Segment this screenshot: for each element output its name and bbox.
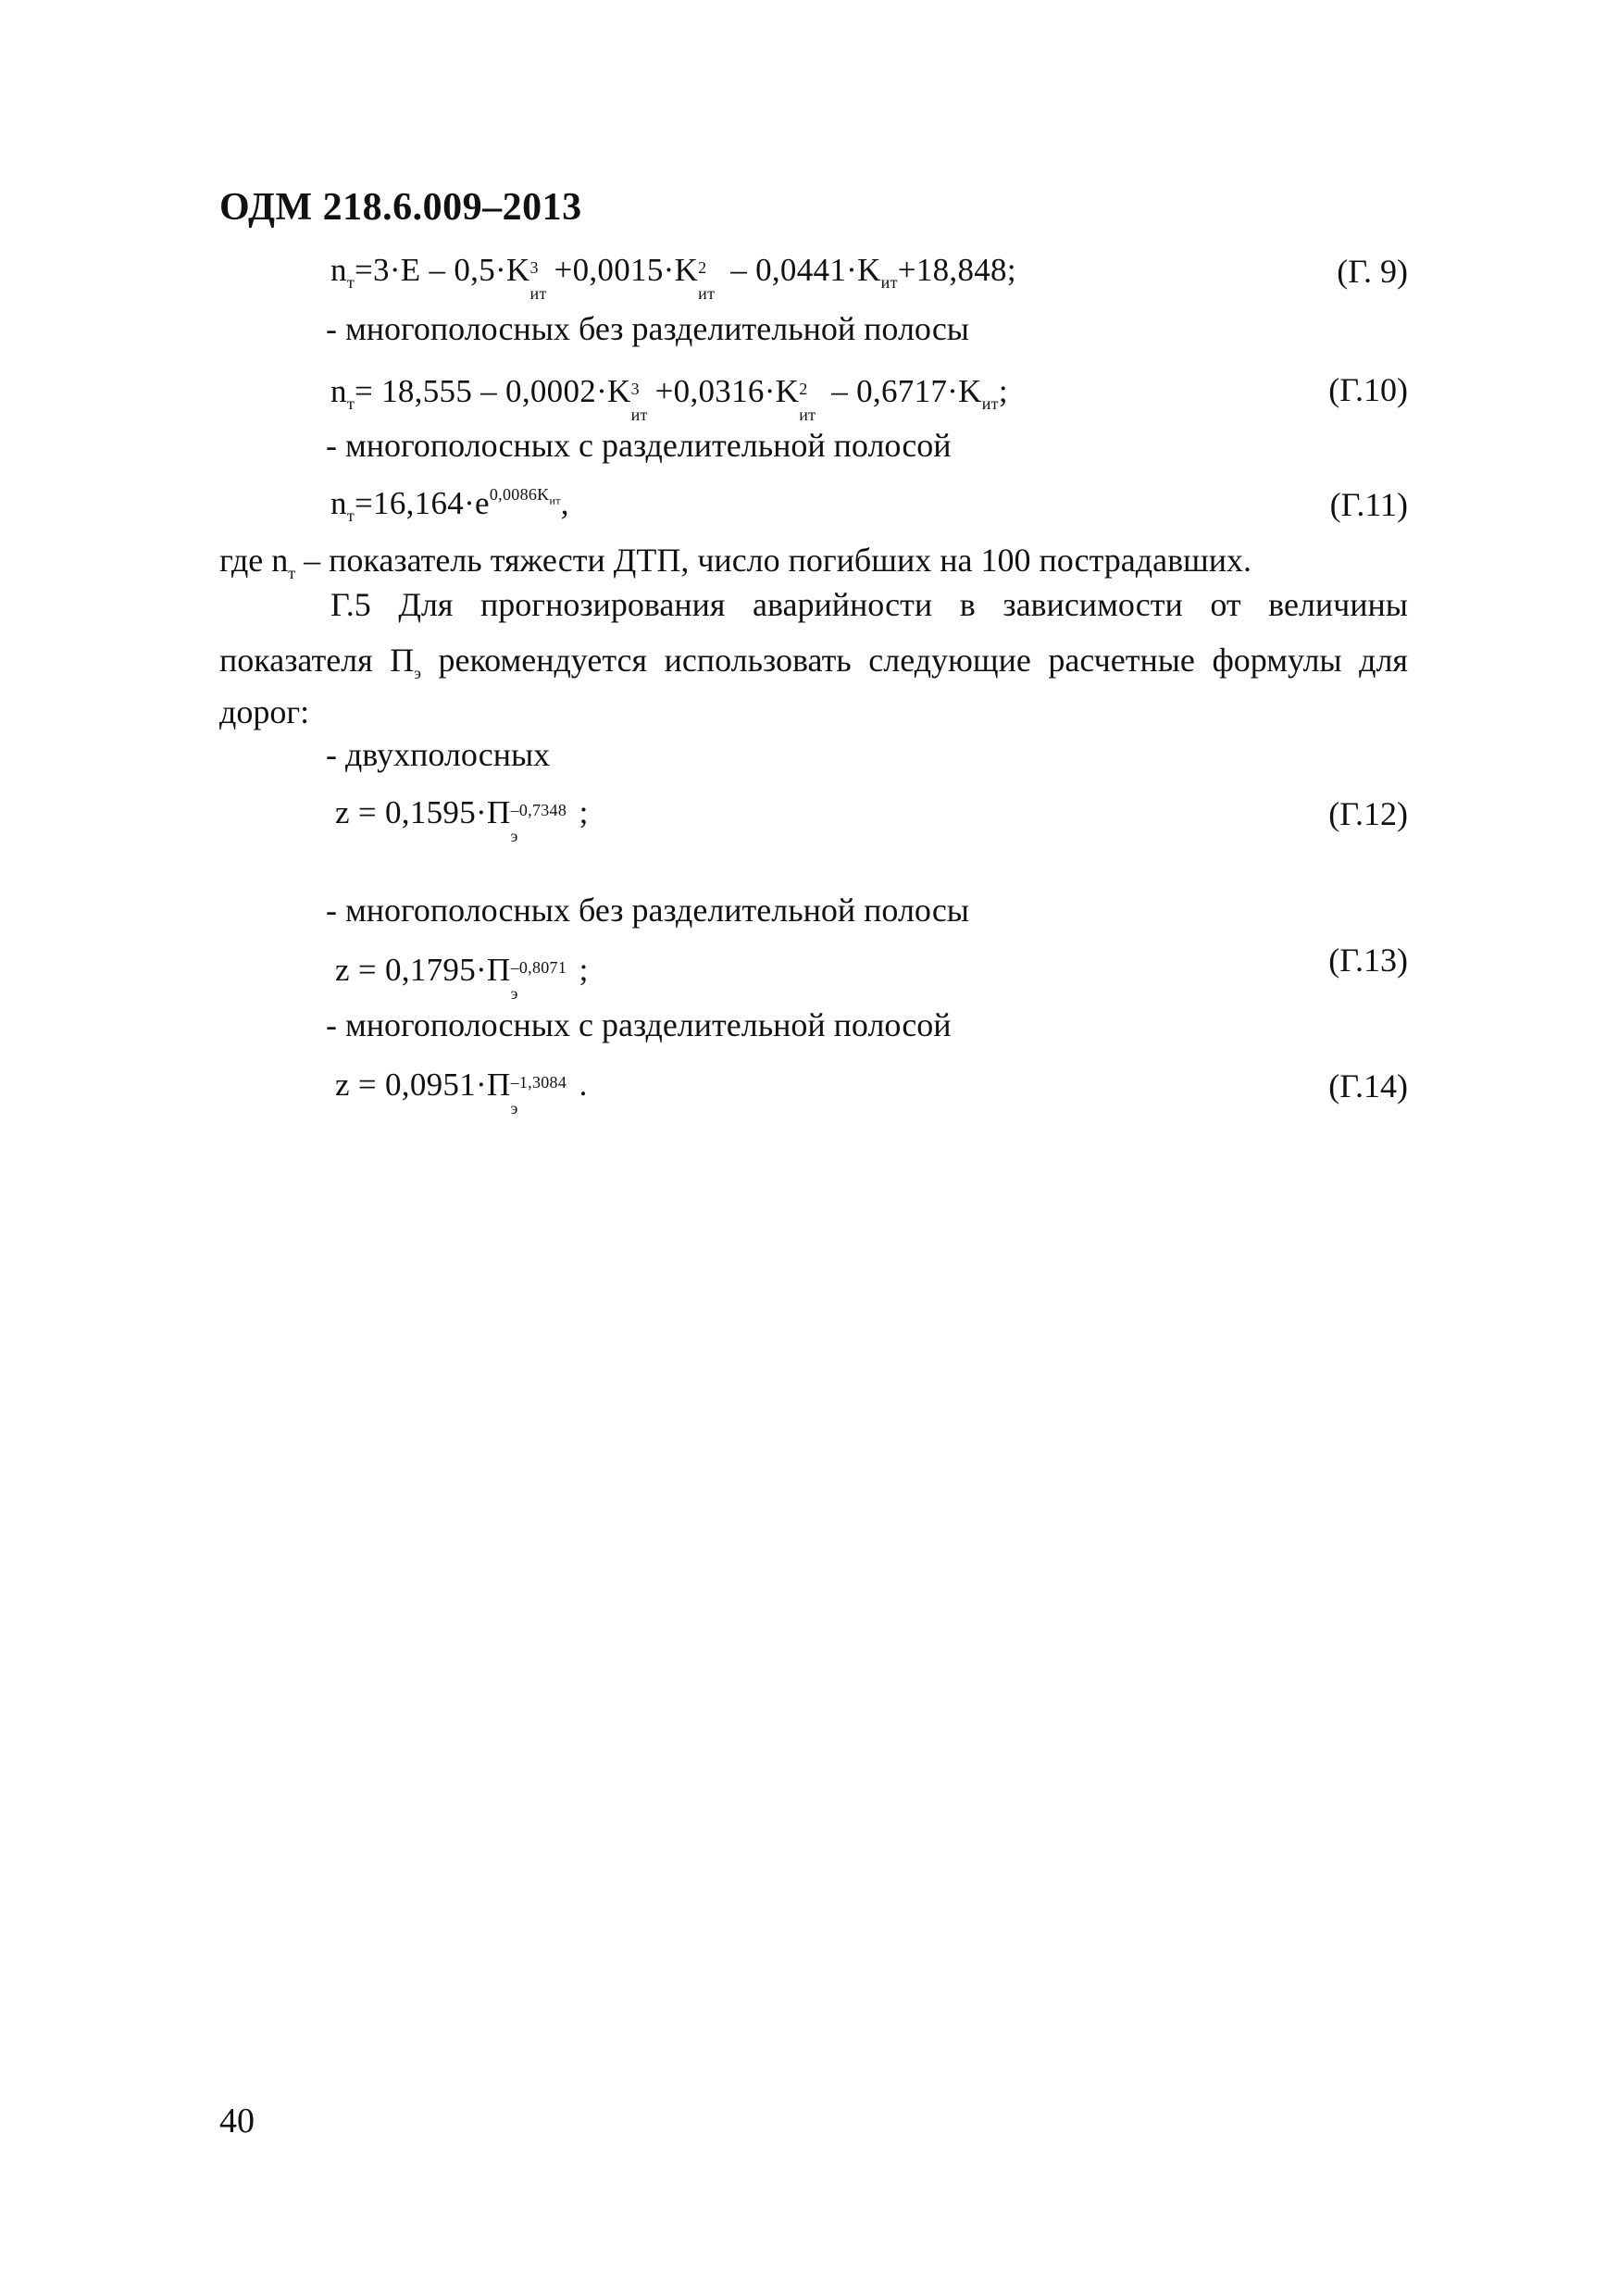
superscript: 3	[529, 258, 539, 277]
subscript: ит	[880, 273, 898, 292]
subscript: ит	[981, 394, 999, 413]
equation-number-g14: (Г.14)	[1328, 1067, 1408, 1104]
formula-tail: ;	[579, 952, 589, 988]
supsub	[698, 258, 722, 303]
formula-lhs: n	[330, 485, 347, 521]
subscript: э	[510, 984, 518, 1003]
superscript	[489, 485, 561, 507]
superscript: –1,3084	[510, 1073, 567, 1092]
formula-term: ;	[998, 373, 1008, 409]
subscript: э	[510, 827, 518, 845]
formula-tail: ;	[579, 794, 589, 830]
exponent-subscript: ит	[549, 493, 561, 507]
page-number: 40	[219, 2102, 255, 2140]
formula-term: – 0,0441·K	[722, 252, 881, 288]
subscript: ит	[799, 406, 816, 424]
document-code: ОДМ 218.6.009–2013	[219, 186, 582, 229]
where-clause	[219, 541, 1252, 580]
supsub	[799, 380, 823, 424]
formula-term: =3·E – 0,5·K	[354, 252, 530, 288]
formula-lhs: z = 0,1595·П	[335, 794, 511, 830]
formula-term: +18,848;	[897, 252, 1016, 288]
formula-lhs: n	[330, 373, 347, 409]
subscript: ит	[630, 406, 648, 424]
formula-term: ,	[560, 485, 569, 521]
supsub	[630, 380, 655, 424]
superscript: 2	[698, 258, 707, 277]
formula-g13	[335, 952, 589, 1003]
paragraph-g5-line2	[219, 641, 1408, 680]
formula-g12	[335, 794, 589, 845]
list-item-multi-with-divider: - многополосных с разделительной полосой	[326, 427, 952, 464]
formula-tail: .	[579, 1067, 588, 1103]
subscript: э	[510, 1099, 518, 1117]
paragraph-g5-line1: Г.5 Для прогнозирования аварийности в зависимости от величины	[330, 586, 1408, 623]
subscript: т	[346, 506, 355, 525]
list-item-multi-no-divider: - многополосных без разделительной полосы	[326, 310, 969, 347]
equation-number-g12: (Г.12)	[1328, 795, 1408, 832]
subscript: ит	[529, 284, 547, 303]
list-item-two-lane: - двухполосных	[326, 736, 551, 773]
list-item-multi-with-divider-2: - многополосных с разделительной полосой	[326, 1006, 952, 1043]
formula-lhs: n	[330, 252, 347, 288]
formula-term: =16,164·e	[354, 485, 490, 521]
subscript: т	[346, 394, 355, 413]
superscript: 2	[799, 380, 808, 398]
superscript: –0,8071	[510, 958, 567, 977]
formula-term: = 18,555 – 0,0002·K	[354, 373, 631, 409]
supsub	[510, 801, 579, 845]
paragraph-g5-line3: дорог:	[219, 693, 310, 730]
subscript: ит	[698, 284, 716, 303]
equation-number-g11: (Г.11)	[1329, 486, 1408, 523]
para-text: рекомендуется использовать следующие расчетные формулы для	[420, 642, 1408, 679]
superscript: 3	[630, 380, 640, 398]
list-item-multi-no-divider-2: - многополосных без разделительной полосы	[326, 892, 969, 929]
formula-g14	[335, 1067, 588, 1117]
formula-term: +0,0015·K	[554, 252, 699, 288]
exponent: 0,0086K	[489, 485, 550, 504]
formula-lhs: z = 0,1795·П	[335, 952, 511, 988]
para-text: показателя П	[219, 642, 415, 679]
subscript: т	[346, 273, 355, 292]
formula-g9	[330, 252, 1016, 303]
formula-g10	[330, 373, 1008, 424]
superscript: –0,7348	[510, 801, 567, 819]
equation-number-g9: (Г. 9)	[1337, 253, 1408, 290]
formula-g11	[330, 485, 569, 525]
equation-number-g10: (Г.10)	[1328, 371, 1408, 408]
subscript: т	[288, 564, 296, 582]
formula-lhs: z = 0,0951·П	[335, 1067, 511, 1103]
where-prefix: где n	[219, 542, 289, 579]
formula-term: – 0,6717·K	[823, 373, 982, 409]
supsub	[510, 1073, 579, 1117]
where-rest: – показатель тяжести ДТП, число погибших на 100 пострадавших.	[295, 542, 1252, 579]
formula-term: +0,0316·K	[654, 373, 800, 409]
equation-number-g13: (Г.13)	[1328, 942, 1408, 979]
subscript: э	[414, 664, 421, 682]
supsub	[529, 258, 554, 303]
